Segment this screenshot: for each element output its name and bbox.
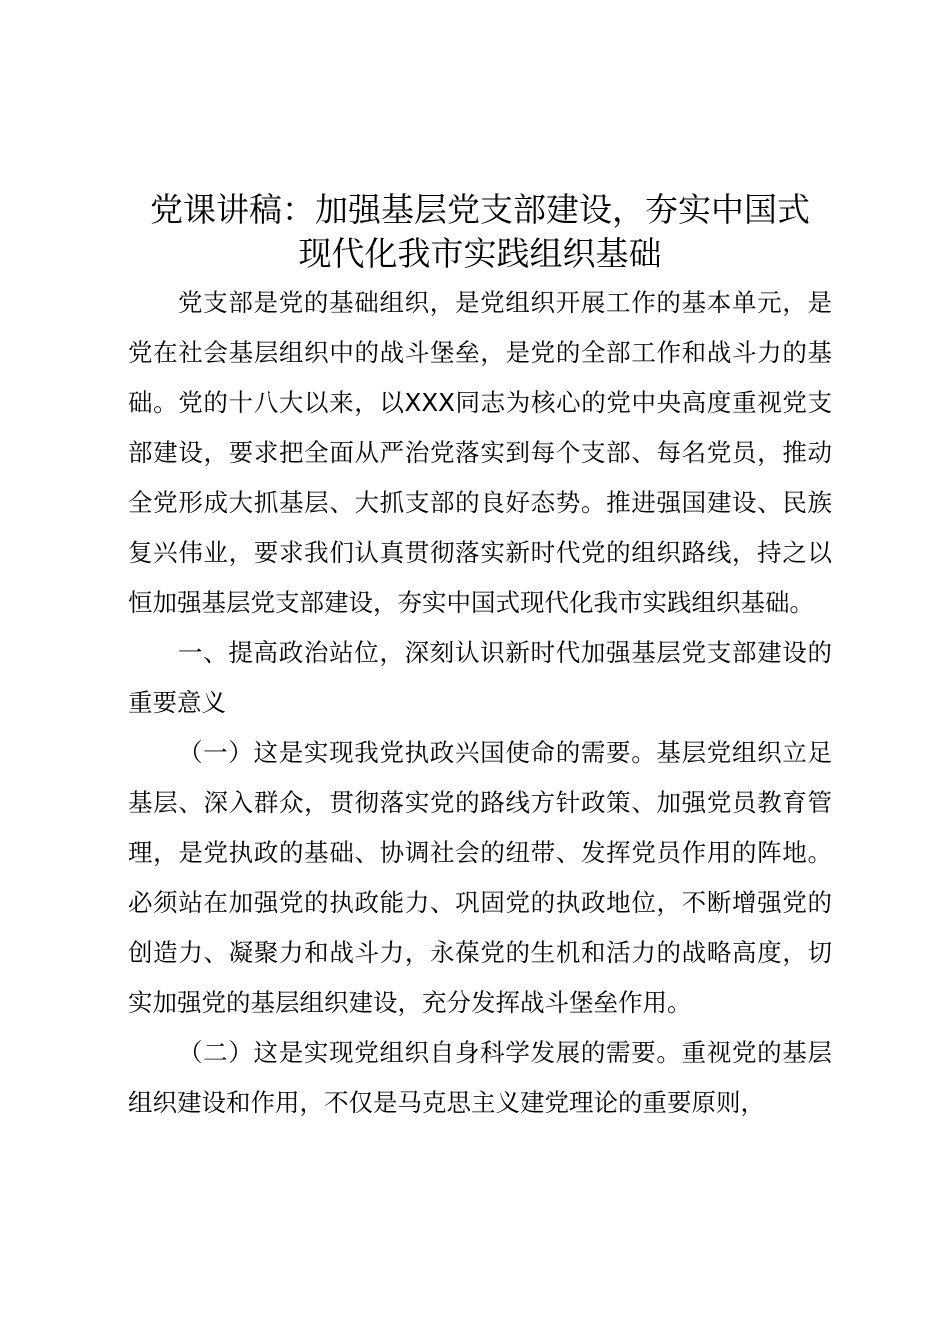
subsection-paragraph-2: （二）这是实现党组织自身科学发展的需要。重视党的基层组织建设和作用，不仅是马克思主义建党理论的重要原则， (128, 1038, 832, 1117)
section-heading-1: 一、提高政治站位，深刻认识新时代加强基层党支部建设的重要意义 (128, 638, 832, 717)
document-page (128, 188, 832, 1128)
title-line-1: 党课讲稿：加强基层党支部建设，夯实中国式 (150, 190, 810, 229)
title-line-2: 现代化我市实践组织基础 (298, 234, 662, 273)
subsection-paragraph-1: （一）这是实现我党执政兴国使命的需要。基层党组织立足基层、深入群众，贯彻落实党的路线方针政策、加强党员教育管理，是党执政的基础、协调社会的纽带、发挥党员作用的阵地。必须站在加强党的执政能力、巩固党的执政地位，不断增强党的创造力、凝聚力和战斗力，永葆党的生机和活力的战略高度，切实加强党的基层组织建设，充分发挥战斗堡垒作用。 (128, 738, 832, 1017)
intro-paragraph: 党支部是党的基础组织，是党组织开展工作的基本单元，是党在社会基层组织中的战斗堡垒，是党的全部工作和战斗力的基础。党的十八大以来，以XXX同志为核心的党中央高度重视党支部建设，要求把全面从严治党落实到每个支部、每名党员，推动全党形成大抓基层、大抓支部的良好态势。推进强国建设、民族复兴伟业，要求我们认真贯彻落实新时代党的组织路线，持之以恒加强基层党支部建设，夯实中国式现代化我市实践组织基础。 (128, 288, 832, 617)
document-title (128, 188, 832, 276)
